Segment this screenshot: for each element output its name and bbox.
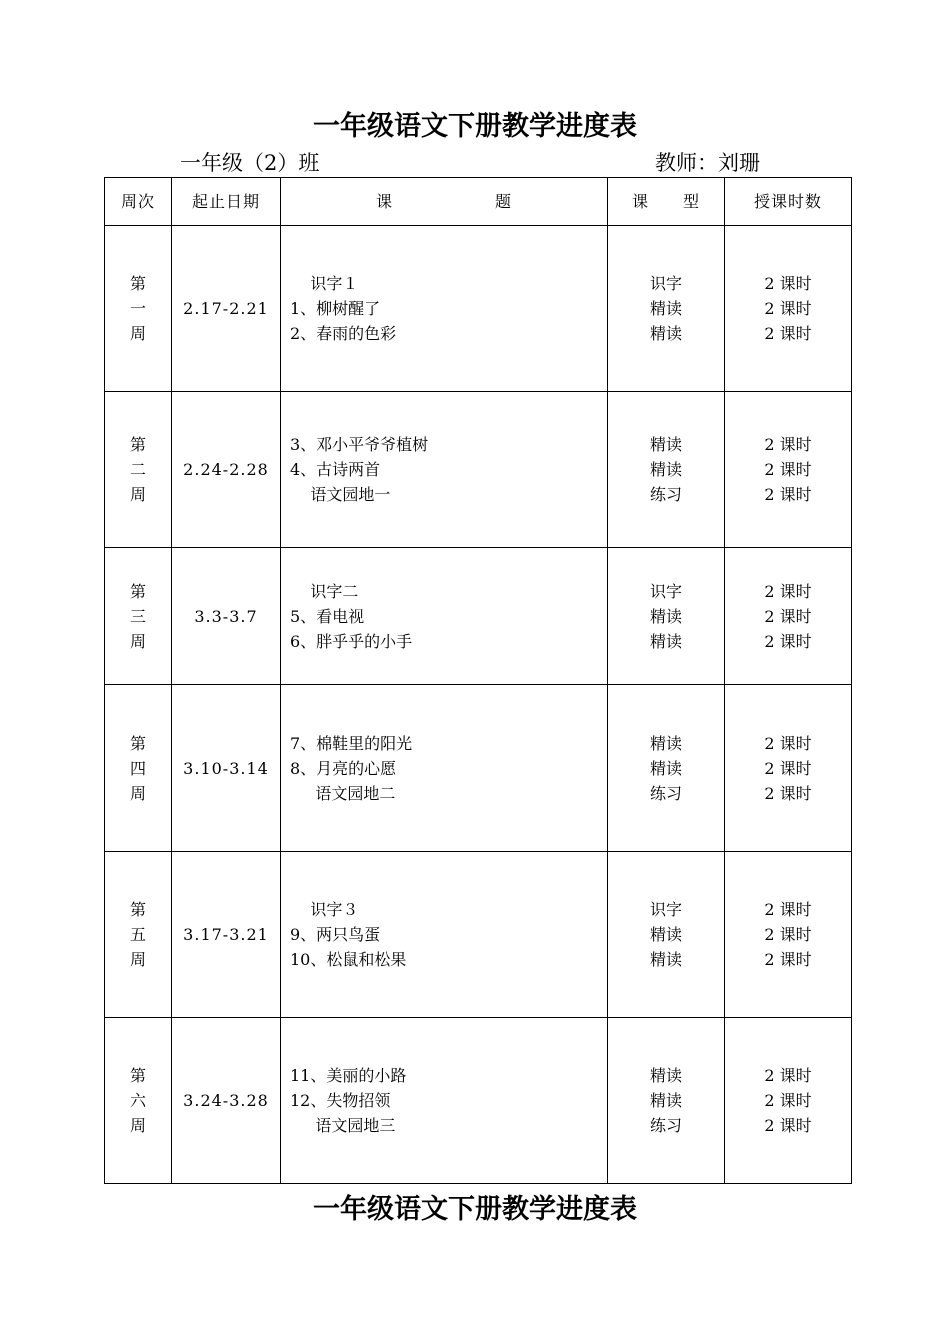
lesson-title: 10、松鼠和松果 xyxy=(290,950,407,969)
lesson-hours: 2 课时 xyxy=(764,435,812,454)
week-char: 六 xyxy=(129,1091,146,1110)
lesson-title: 9、两只鸟蛋 xyxy=(290,925,381,944)
lesson-type: 精读 xyxy=(649,733,682,753)
topics-cell xyxy=(281,392,608,548)
types-cell xyxy=(608,852,725,1018)
table-row xyxy=(105,226,852,392)
types-cell xyxy=(608,392,725,548)
topics-cell xyxy=(281,1018,608,1184)
lesson-type: 识字 xyxy=(649,581,682,601)
lesson-hours: 2 课时 xyxy=(764,631,812,651)
date-range-cell: 2.17-2.21 xyxy=(172,226,281,392)
table-row xyxy=(105,852,852,1018)
lesson-type: 精读 xyxy=(649,758,682,778)
header-type: 课 型 xyxy=(608,178,725,226)
lesson-hours: 2 课时 xyxy=(764,925,812,944)
week-char: 周 xyxy=(129,1116,146,1135)
lesson-title: 语文园地二 xyxy=(290,783,396,803)
hours-cell xyxy=(725,226,852,392)
lesson-title: 12、失物招领 xyxy=(290,1091,391,1110)
table-row xyxy=(105,548,852,685)
date-range-cell: 3.10-3.14 xyxy=(172,685,281,852)
hours-cell xyxy=(725,685,852,852)
lesson-title: 6、胖乎乎的小手 xyxy=(290,631,413,651)
lesson-type: 精读 xyxy=(649,631,682,651)
lesson-hours: 2 课时 xyxy=(764,274,812,293)
header-dates: 起止日期 xyxy=(172,178,281,226)
week-cell xyxy=(105,852,172,1018)
topics-cell xyxy=(281,226,608,392)
lesson-title: 识字１ xyxy=(290,274,359,293)
week-char: 周 xyxy=(129,783,146,803)
lesson-type: 识字 xyxy=(649,274,682,293)
topics-cell xyxy=(281,548,608,685)
lesson-title: 5、看电视 xyxy=(290,606,365,626)
table-header-row xyxy=(105,178,852,226)
header-hours: 授课时数 xyxy=(725,178,852,226)
lesson-type: 识字 xyxy=(649,900,682,919)
week-char: 四 xyxy=(129,758,146,778)
lesson-title: 11、美丽的小路 xyxy=(290,1066,407,1085)
lesson-hours: 2 课时 xyxy=(764,758,812,778)
lesson-title: 语文园地一 xyxy=(290,485,391,504)
date-range-cell: 3.3-3.7 xyxy=(172,548,281,685)
lesson-hours: 2 课时 xyxy=(764,950,812,969)
page-title-repeat: 一年级语文下册教学进度表 xyxy=(313,1194,637,1225)
lesson-hours: 2 课时 xyxy=(764,1091,812,1110)
week-char: 周 xyxy=(129,485,146,504)
lesson-hours: 2 课时 xyxy=(764,485,812,504)
lesson-hours: 2 课时 xyxy=(764,606,812,626)
lesson-hours: 2 课时 xyxy=(764,1066,812,1085)
lesson-title: 7、棉鞋里的阳光 xyxy=(290,733,413,753)
header-topic: 课 题 xyxy=(281,178,608,226)
lesson-type: 练习 xyxy=(649,1116,682,1135)
types-cell xyxy=(608,685,725,852)
week-char: 周 xyxy=(129,631,146,651)
types-cell xyxy=(608,1018,725,1184)
week-cell xyxy=(105,685,172,852)
lesson-title: 识字３ xyxy=(290,900,359,919)
lesson-type: 精读 xyxy=(649,925,682,944)
week-cell xyxy=(105,392,172,548)
lesson-hours: 2 课时 xyxy=(764,460,812,479)
types-cell xyxy=(608,548,725,685)
lesson-title: 识字二 xyxy=(290,581,359,601)
lesson-title: 2、春雨的色彩 xyxy=(290,324,397,343)
lesson-hours: 2 课时 xyxy=(764,900,812,919)
week-char: 五 xyxy=(129,925,146,944)
topics-cell xyxy=(281,852,608,1018)
week-char: 三 xyxy=(129,606,146,626)
hours-cell xyxy=(725,548,852,685)
week-cell xyxy=(105,226,172,392)
lesson-type: 精读 xyxy=(649,324,682,343)
week-char: 周 xyxy=(129,324,146,343)
week-char: 周 xyxy=(129,950,146,969)
table-row xyxy=(105,392,852,548)
lesson-type: 练习 xyxy=(649,783,682,803)
lesson-type: 精读 xyxy=(649,950,682,969)
schedule-table xyxy=(104,177,852,1184)
lesson-title: 语文园地三 xyxy=(290,1116,396,1135)
teacher-label: 教师：刘珊 xyxy=(655,151,760,175)
lesson-type: 精读 xyxy=(649,460,682,479)
hours-cell xyxy=(725,1018,852,1184)
date-range-cell: 2.24-2.28 xyxy=(172,392,281,548)
lesson-hours: 2 课时 xyxy=(764,581,812,601)
lesson-hours: 2 课时 xyxy=(764,733,812,753)
lesson-type: 精读 xyxy=(649,435,682,454)
table-row xyxy=(105,1018,852,1184)
lesson-title: 8、月亮的心愿 xyxy=(290,758,397,778)
types-cell xyxy=(608,226,725,392)
week-char: 第 xyxy=(129,1066,146,1085)
lesson-type: 精读 xyxy=(649,299,682,318)
lesson-type: 练习 xyxy=(649,485,682,504)
week-cell xyxy=(105,1018,172,1184)
week-char: 第 xyxy=(129,274,146,293)
lesson-hours: 2 课时 xyxy=(764,1116,812,1135)
week-char: 第 xyxy=(129,900,146,919)
lesson-type: 精读 xyxy=(649,1066,682,1085)
week-char: 第 xyxy=(129,435,146,454)
hours-cell xyxy=(725,852,852,1018)
week-char: 一 xyxy=(129,299,146,318)
page-title: 一年级语文下册教学进度表 xyxy=(313,111,637,142)
lesson-hours: 2 课时 xyxy=(764,783,812,803)
hours-cell xyxy=(725,392,852,548)
date-range-cell: 3.17-3.21 xyxy=(172,852,281,1018)
lesson-type: 精读 xyxy=(649,1091,682,1110)
lesson-hours: 2 课时 xyxy=(764,324,812,343)
lesson-type: 精读 xyxy=(649,606,682,626)
lesson-hours: 2 课时 xyxy=(764,299,812,318)
lesson-title: 1、柳树醒了 xyxy=(290,299,381,318)
week-char: 二 xyxy=(129,460,146,479)
lesson-title: 3、邓小平爷爷植树 xyxy=(290,435,429,454)
date-range-cell: 3.24-3.28 xyxy=(172,1018,281,1184)
week-char: 第 xyxy=(129,733,146,753)
header-week: 周次 xyxy=(105,178,172,226)
class-label: 一年级（2）班 xyxy=(180,151,320,175)
table-row xyxy=(105,685,852,852)
topics-cell xyxy=(281,685,608,852)
lesson-title: 4、古诗两首 xyxy=(290,460,381,479)
week-char: 第 xyxy=(129,581,146,601)
week-cell xyxy=(105,548,172,685)
